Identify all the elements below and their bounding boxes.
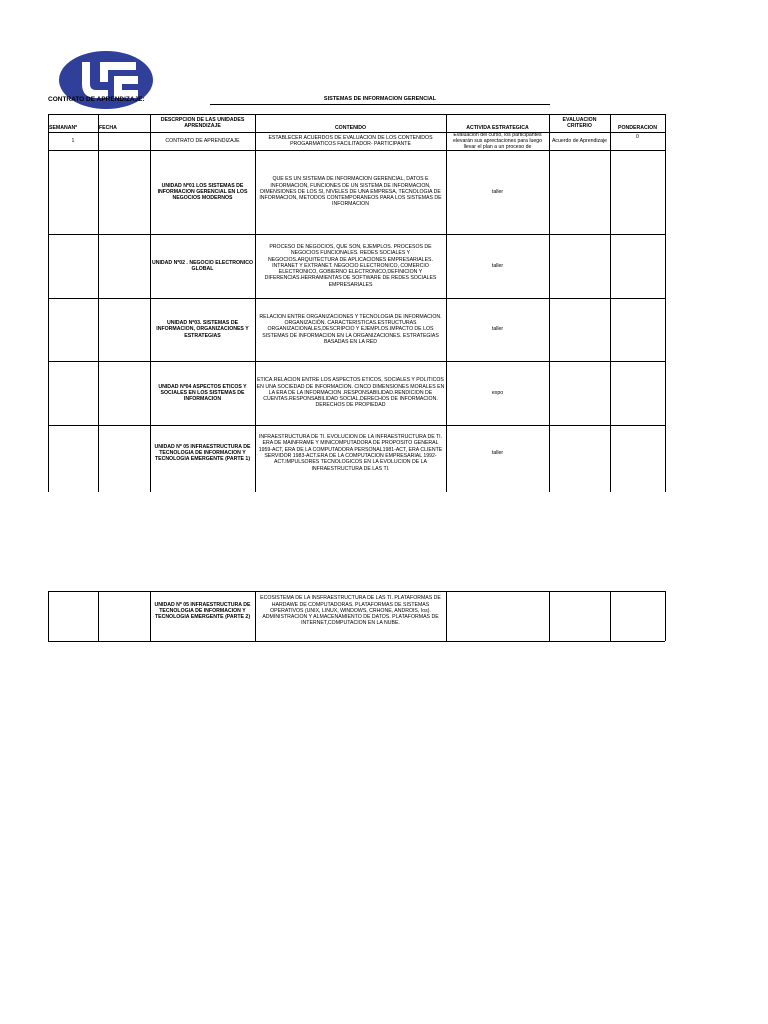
- cell-fecha: [98, 425, 150, 481]
- col-header-actividad: ACTIVIDA ESTRATEGICA: [466, 124, 529, 131]
- cell-actividad: taller: [491, 449, 504, 456]
- cell-evaluacion: [549, 298, 610, 361]
- cell-actividad: taller: [491, 326, 504, 333]
- cell-actividad: expo: [491, 389, 504, 396]
- cell-fecha: [98, 361, 150, 425]
- cell-semana: 1: [71, 137, 75, 144]
- cell-semana: [48, 361, 98, 425]
- cell-ponderacion: 0: [636, 133, 639, 140]
- cell-contenido: QUE ES UN SISTEMA DE INFORMACION GERENCIAL, DATOS E INFORMACION, FUNCIONES DE UN SISTEMA DE INFORMACION, DIMENSIONES DE LOS SI, NIVELES DE UNA EMPRESA, TECNOLOGIA DE INFORMACION, METODOS CONTEMPORANEOS PARA LOS SISTEMAS DE INFORMACION: [259, 176, 442, 208]
- cell-evaluacion: [549, 425, 610, 481]
- cell-semana: [48, 425, 98, 481]
- cell-contenido: RELACION ENTRE ORGANIZACIONES Y TECNOLOGIA DE INFORMACION. ORGANIZACIÓN. CARACTERISTICAS.ESTRUCTURAS ORGANIZACIONALES,DESCRIPCIO Y EJEMPLOS.IMPACTO DE LOS SISTEMAS DE INFORMACION EN LA ORGANIZACIONES. ESTRATEGIAS BASADAS EN LA RED: [259, 313, 442, 345]
- col-header-evaluacion: EVALUACION CRITERIO: [562, 116, 597, 129]
- cell-ponderacion: [610, 150, 665, 234]
- cell-ponderacion: [610, 298, 665, 361]
- cell-evaluacion: [549, 591, 610, 641]
- cell-fecha: [98, 150, 150, 234]
- cell-contenido: ESTABLECER ACUERDOS DE EVALUACION DE LOS CONTENIDOS PROGARMATICOS FACILITADOR- PARTICIPANTE: [268, 134, 433, 147]
- cell-evaluacion: [549, 361, 610, 425]
- cell-semana: [48, 234, 98, 298]
- contract-label: CONTRATO DE APRENDIZAJE:: [48, 96, 145, 103]
- col-header-contenido: CONTENIDO: [334, 124, 367, 131]
- cell-fecha: [98, 234, 150, 298]
- title-underline: [210, 104, 550, 105]
- cell-ponderacion: [610, 234, 665, 298]
- document-title: SISTEMAS DE INFORMACION GERENCIAL: [323, 96, 437, 102]
- cell-descripcion: CONTRATO DE APRENDIZAJE: [165, 137, 240, 144]
- cell-ponderacion: [610, 361, 665, 425]
- cell-contenido: INFRAESTRUCTURA DE TI. EVOLUCION DE LA INFRAESTRUCTURA DE TI. ERA DE MAINFRAME Y MINICOMPUTADORA DE PROPOSITO GENERAL 1959-ACT, ERA DE LA COMPUTADORA PERSONAL1981-ACT, ERA CLIENTE SERVIDOR 1983-ACT.ERA DE LA COMPUTACION EMPRESARIAL 1992-ACT.IMPULSORES TECNOLOGICOS EN LA EVOLUCION DE LA INFRAESTRUCTURA DE LAS TI.: [258, 434, 443, 472]
- cell-descripcion: UNIDAD Nº01 LOS SISTEMAS DE INFORMACION GERENCIAL EN LOS NEGOCIOS MODERNOS: [157, 182, 248, 202]
- cell-actividad: taller: [491, 262, 504, 269]
- cell-actividad: Evaluación del curso, los participantes elevarán sus aprectaciones para luego llevar el plan a un proceso de: [452, 132, 543, 150]
- cell-descripcion: UNIDAD Nº03. SISTEMAS DE INFORMACION, ORGANIZACIONES Y ESTRATEGIAS: [156, 320, 249, 339]
- cell-semana: [48, 298, 98, 361]
- col-header-fecha: FECHA: [99, 124, 117, 131]
- cell-descripcion: UNIDAD Nº 05 INFRAESTRUCTURA DE TECNOLOGIA DE INFORMACION Y TECNOLOGIA EMERGENTE (PARTE 1): [154, 443, 251, 463]
- cell-descripcion: UNIDAD Nº 05 INFRAESTRUCTURA DE TECNOLOGIA DE INFORMACION Y TECNOLOGIA EMERGENTE (PARTE 2): [154, 601, 251, 621]
- cell-semana: [48, 591, 98, 641]
- cell-descripcion: UNIDAD Nº04 ASPECTOS ETICOS Y SOCIALES EN LOS SISTEMAS DE INFORMACION: [158, 383, 247, 403]
- col-header-ponderacion: PONDERACION: [618, 124, 657, 131]
- cell-fecha: [98, 132, 150, 150]
- cell-evaluacion: [549, 234, 610, 298]
- cell-contenido: PROCESO DE NEGOCIOS, QUE SON, EJEMPLOS. PROCESOS DE NEGOCIOS FUNCIONALES. REDES SOCIALES Y NEGOCIOS.ARQUITECTURA DE APLICACIONES EMPRESARIALES. INTRANET Y EXTRANET. NEGOCIO ELECTRONICO, COMERCIO ELECTRONICO, GOBIERNO ELECTRONICO,DEFINICION Y DIFERENCIAS.HERRAMIENTAS DE SOFTWARE DE REDES SOCIALES EMPRESARIALES: [264, 243, 437, 288]
- cell-fecha: [98, 591, 150, 641]
- cell-semana: [48, 150, 98, 234]
- cell-descripcion: UNIDAD Nº02 . NEGOCIO ELECTRONICO GLOBAL: [151, 259, 254, 272]
- cell-contenido: ECOSISTEMA DE LA INSFRAESTRUCTURA DE LAS TI. PLATAFORMAS DE HARDAWE DE COMPUTADORAS. PLATAFORMAS DE SISTEMAS OPERATIVOS (UNIX, LINUX, WINDOWS, CRHONE, ANDROIS, Ios). ADMINISTRACION Y ALMACENAMIENTO DE DATOS. PLATAFORMAS DE INTERNET,COMPUTACION EN LA NUBE.: [260, 595, 441, 627]
- col-header-semana: SEMANANº: [49, 124, 78, 131]
- cell-evaluacion: Acuerdo de Aprendizaje: [551, 137, 608, 144]
- cell-fecha: [98, 298, 150, 361]
- cell-actividad: taller: [491, 188, 504, 195]
- cell-contenido: ETICA.RELACION ENTRE LOS ASPECTOS ETICOS, SOCIALES Y POLITICOS EN UNA SOCIEDAD DE INFORMACION. CINCO DIMENSIONES MORALES EN LA ERA DE LA INFORMACION .RESPONSABILIDAD.RENDICION DE CUENTAS.RESPONSABILIDAD SOCIAL.DERECHOS DE INFORMACION. DERECHOS DE PROPIEDAD: [256, 377, 445, 409]
- cell-evaluacion: [549, 150, 610, 234]
- cell-actividad: [446, 591, 549, 641]
- cell-ponderacion: [610, 591, 665, 641]
- cell-ponderacion: [610, 425, 665, 481]
- col-header-descripcion: DESCRPCION DE LAS UNIDADES APRENDIZAJE: [160, 116, 245, 129]
